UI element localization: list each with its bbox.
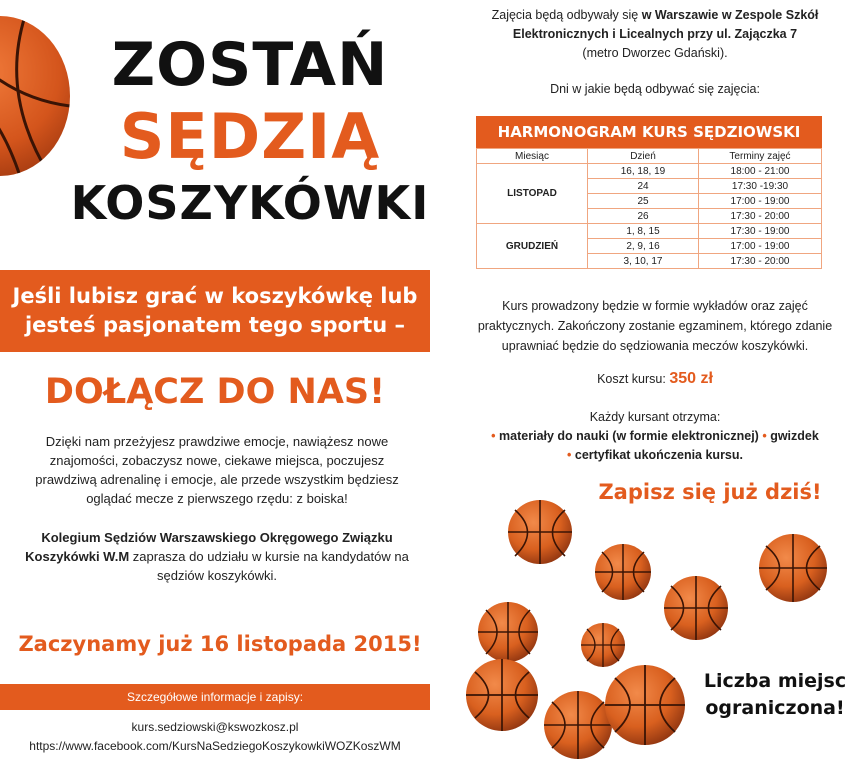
location-metro: (metro Dworzec Gdański). bbox=[582, 46, 728, 60]
day-cell: 1, 8, 15 bbox=[588, 224, 699, 239]
limited-line-2: ograniczona! bbox=[705, 697, 845, 719]
col-time-header: Terminy zajęć bbox=[699, 149, 822, 164]
benefit-item: certyfikat ukończenia kursu. bbox=[574, 448, 743, 462]
col-month-header: Miesiąc bbox=[477, 149, 588, 164]
time-cell: 17:00 - 19:00 bbox=[699, 239, 822, 254]
time-cell: 17:30 - 20:00 bbox=[699, 209, 822, 224]
day-cell: 24 bbox=[588, 179, 699, 194]
month-cell: LISTOPAD bbox=[477, 164, 588, 224]
basketball-icon bbox=[478, 602, 538, 662]
promo-line-1: Jeśli lubisz grać w koszykówkę lub bbox=[12, 284, 418, 308]
month-cell: GRUDZIEŃ bbox=[477, 224, 588, 269]
schedule-table bbox=[476, 148, 822, 269]
col-day-header: Dzień bbox=[588, 149, 699, 164]
location-pre: Zajęcia będą odbywały się bbox=[491, 8, 642, 22]
basketball-icon bbox=[544, 691, 612, 759]
basketball-icon bbox=[664, 576, 728, 640]
contact-block bbox=[0, 718, 430, 756]
basketball-icon bbox=[508, 500, 572, 564]
cost-label: Koszt kursu: bbox=[597, 372, 666, 386]
basketball-icon bbox=[605, 665, 685, 745]
table-row bbox=[477, 164, 822, 179]
schedule-title: HARMONOGRAM KURS SĘDZIOWSKI bbox=[476, 116, 822, 148]
signup-heading: Zapisz się już dziś! bbox=[598, 480, 822, 504]
course-description: Kurs prowadzony będzie w formie wykładów oraz zajęć praktycznych. Zakończony zostanie egzaminem, którego zdanie uprawniać będzie do sędziowania meczów koszykówki. bbox=[477, 299, 833, 353]
basketball-icon bbox=[759, 534, 827, 602]
bullet-icon: • bbox=[491, 429, 496, 443]
organizer-name: Kolegium Sędziów Warszawskiego Okręgowego Związku Koszykówki W.M bbox=[25, 530, 393, 564]
benefits bbox=[470, 408, 840, 465]
title-line-3: KOSZYKÓWKI bbox=[70, 176, 430, 230]
facebook-link[interactable]: https://www.facebook.com/KursNaSedziegoKoszykowkiWOZKoszWM bbox=[29, 739, 401, 753]
basketball-icon bbox=[595, 544, 651, 600]
bullet-icon: • bbox=[567, 448, 572, 462]
start-date-heading: Zaczynamy już 16 listopada 2015! bbox=[18, 632, 422, 656]
time-cell: 17:30 - 20:00 bbox=[699, 254, 822, 269]
organizer-text: zaprasza do udziału w kursie na kandydatów na sędziów koszykówki. bbox=[129, 549, 409, 583]
bullet-icon: • bbox=[762, 429, 767, 443]
benefits-row-2 bbox=[470, 446, 840, 465]
intro-paragraph: Dzięki nam przeżyjesz prawdziwe emocje, nawiążesz nowe znajomości, zobaczysz nowe, ciekawe miejsca, poczujesz prawdziwą adrenalinę i emocje, ale przede wszystkim będziesz oglądać mecze z pierwszego rzędu: z boiska! bbox=[35, 434, 399, 506]
day-cell: 25 bbox=[588, 194, 699, 209]
email-link[interactable]: kurs.sedziowski@kswozkosz.pl bbox=[131, 720, 299, 734]
benefit-item: gwizdek bbox=[770, 429, 819, 443]
promo-line-2: jesteś pasjonatem tego sportu – bbox=[24, 313, 406, 337]
table-row bbox=[477, 224, 822, 239]
day-cell: 3, 10, 17 bbox=[588, 254, 699, 269]
schedule bbox=[476, 116, 822, 269]
time-cell: 17:00 - 19:00 bbox=[699, 194, 822, 209]
title-line-1: ZOSTAŃ bbox=[111, 30, 389, 100]
table-header-row bbox=[477, 149, 822, 164]
limited-line-1: Liczba miejsc bbox=[703, 670, 847, 692]
limited-seats-note bbox=[690, 668, 860, 722]
time-cell: 17:30 - 19:00 bbox=[699, 224, 822, 239]
promo-band bbox=[0, 270, 430, 352]
benefits-intro: Każdy kursant otrzyma: bbox=[589, 410, 721, 424]
basketball-icon bbox=[466, 659, 538, 731]
organizer-paragraph bbox=[22, 528, 412, 585]
benefits-row-1 bbox=[470, 427, 840, 446]
time-cell: 18:00 - 21:00 bbox=[699, 164, 822, 179]
join-heading: DOŁĄCZ DO NAS! bbox=[44, 372, 386, 412]
day-cell: 2, 9, 16 bbox=[588, 239, 699, 254]
day-cell: 26 bbox=[588, 209, 699, 224]
location-text bbox=[470, 6, 840, 63]
location-address: w Warszawie w Zespole Szkół Elektronicznych i Licealnych przy ul. Zajączka 7 bbox=[512, 8, 819, 41]
cost-line bbox=[470, 370, 840, 388]
title-line-2: SĘDZIĄ bbox=[119, 100, 381, 173]
cost-value: 350 zł bbox=[669, 370, 713, 387]
days-label: Dni w jakie będą odbywać się zajęcia: bbox=[550, 82, 760, 96]
info-band: Szczegółowe informacje i zapisy: bbox=[0, 684, 430, 710]
basketballs-illustration bbox=[460, 490, 860, 768]
benefit-item: materiały do nauki (w formie elektronicznej) bbox=[499, 429, 759, 443]
time-cell: 17:30 -19:30 bbox=[699, 179, 822, 194]
basketball-icon bbox=[581, 623, 625, 667]
day-cell: 16, 18, 19 bbox=[588, 164, 699, 179]
